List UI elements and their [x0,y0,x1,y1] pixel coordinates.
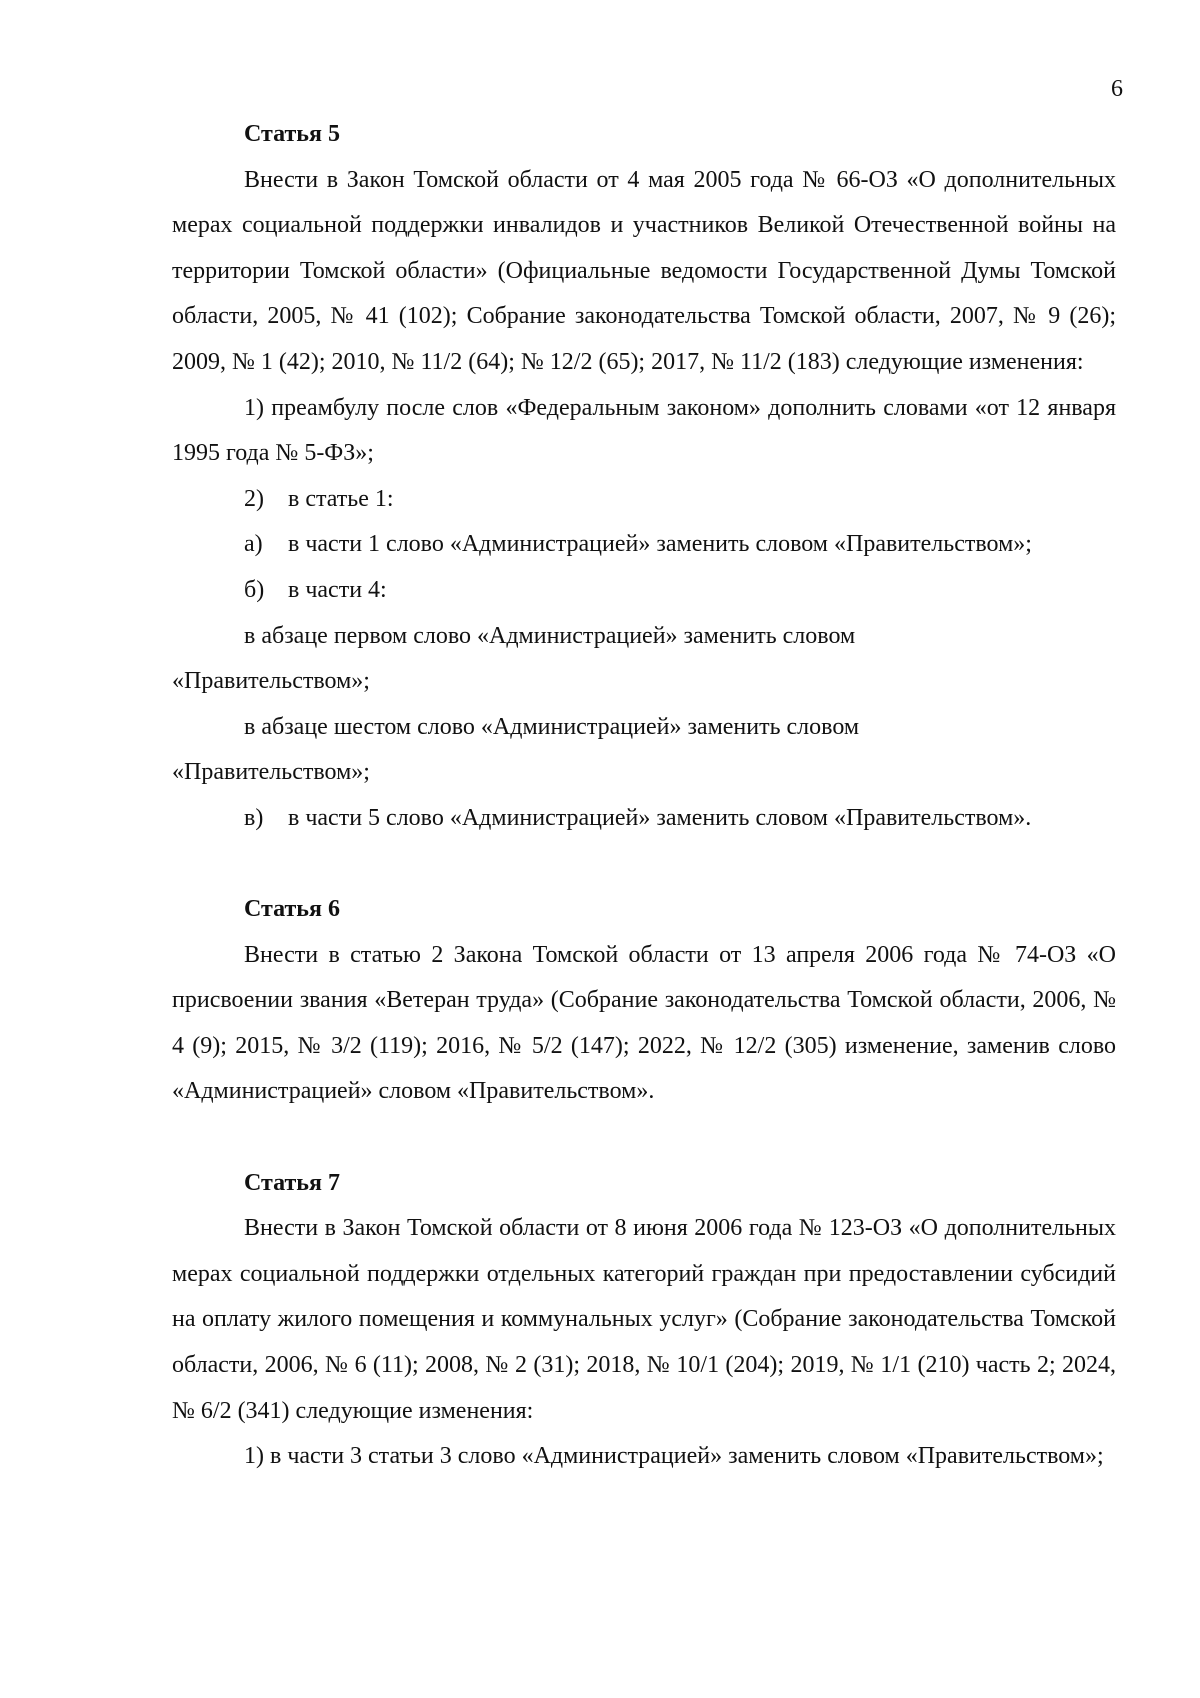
article-5-item-v [172,796,1116,842]
article-5-intro: Внести в Закон Томской области от 4 мая 2005 года № 66-ОЗ «О дополнительных мерах социальной поддержки инвалидов и участников Великой Отечественной войны на территории Томской области» (Официальные ведомости Государственной Думы Томской области, 2005, № 41 (102); Собрание законодательства Томской области, 2007, № 9 (26); 2009, № 1 (42); 2010, № 11/2 (64); № 12/2 (65); 2017, № 11/2 (183) следующие изменения: [172,166,1116,375]
article-5-paragraph-first-line: в абзаце первом слово «Администрацией» заменить словом [244,622,856,649]
list-marker: 2) [244,485,264,512]
page-number: 6 [1111,76,1123,102]
list-marker: б) [244,576,265,603]
article-5 [172,112,1116,842]
article-7-intro: Внести в Закон Томской области от 8 июня 2006 года № 123-ОЗ «О дополнительных мерах социальной поддержки отдельных категорий граждан при предоставлении субсидий на оплату жилого помещения и коммунальных услуг» (Собрание законодательства Томской области, 2006, № 6 (11); 2008, № 2 (31); 2018, № 10/1 (204); 2019, № 1/1 (210) часть 2; 2024, № 6/2 (341) следующие изменения: [172,1215,1116,1424]
article-5-paragraph-first-cont: «Правительством»; [172,668,370,695]
article-7-item-1: 1) в части 3 статьи 3 слово «Администрацией» заменить словом «Правительством»; [244,1443,1104,1470]
list-text: в части 4: [288,576,387,603]
article-5-item-2 [172,477,1116,523]
article-5-item-a [172,522,1116,568]
article-6-text: Внести в статью 2 Закона Томской области от 13 апреля 2006 года № 74-ОЗ «О присвоении звания «Ветеран труда» (Собрание законодательства Томской области, 2006, № 4 (9); 2015, № 3/2 (119); 2016, № 5/2 (147); 2022, № 12/2 (305) изменение, заменив слово «Администрацией» словом «Правительством». [172,941,1116,1105]
list-text: в части 5 слово «Администрацией» заменить словом «Правительством». [288,804,1032,831]
article-6-heading: Статья 6 [244,896,340,923]
section-gap [172,1115,1116,1161]
article-6 [172,887,1116,1115]
document-body [172,112,1116,1480]
list-marker: в) [244,804,264,831]
article-7-heading: Статья 7 [244,1169,340,1196]
article-7 [172,1161,1116,1480]
article-5-heading: Статья 5 [244,121,340,147]
list-text: в части 1 слово «Администрацией» заменить словом «Правительством»; [288,531,1032,558]
article-5-paragraph-sixth-line: в абзаце шестом слово «Администрацией» заменить словом [244,713,860,740]
list-marker: а) [244,531,263,558]
article-5-item-b [172,568,1116,614]
list-text: в статье 1: [288,485,394,512]
article-5-item-1: 1) преамбулу после слов «Федеральным законом» дополнить словами «от 12 января 1995 года № 5-ФЗ»; [172,394,1116,467]
section-gap [172,842,1116,888]
article-5-paragraph-sixth-cont: «Правительством»; [172,759,370,786]
